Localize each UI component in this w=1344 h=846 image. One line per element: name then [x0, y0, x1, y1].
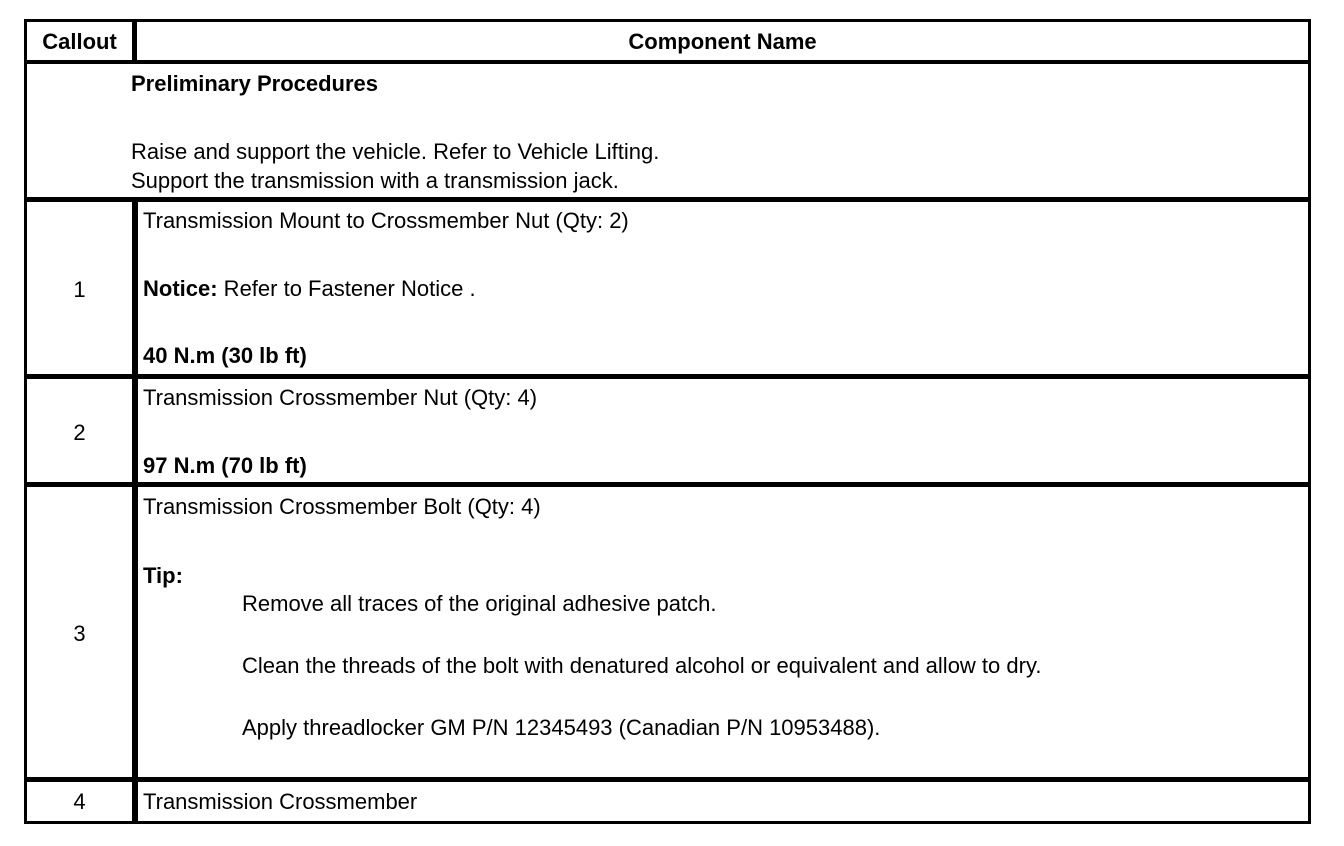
component-name: Transmission Crossmember Nut (Qty: 4) — [143, 385, 538, 410]
callout-number: 1 — [73, 277, 86, 302]
component-name: Transmission Crossmember — [143, 789, 418, 814]
notice-text: Refer to Fastener Notice . — [217, 276, 476, 301]
header-component-name: Component Name — [628, 29, 817, 54]
callout-number: 3 — [73, 621, 86, 646]
table-border-bottom — [24, 821, 1311, 824]
tip-item: Remove all traces of the original adhesive patch. — [242, 591, 717, 616]
torque-spec: 40 N.m (30 lb ft) — [143, 343, 307, 368]
tip-item: Apply threadlocker GM P/N 12345493 (Canadian P/N 10953488). — [242, 715, 881, 740]
component-name: Transmission Mount to Crossmember Nut (Qty: 2) — [143, 208, 629, 233]
notice-line — [143, 276, 476, 302]
component-name: Transmission Crossmember Bolt (Qty: 4) — [143, 494, 541, 519]
preliminary-line-2: Support the transmission with a transmission jack. — [131, 168, 619, 193]
row3-bottom-rule — [24, 777, 1311, 782]
preliminary-bottom-rule — [24, 197, 1311, 202]
header-callout: Callout — [42, 29, 117, 54]
table-border-top — [24, 19, 1311, 22]
notice-label: Notice: — [143, 276, 218, 301]
callout-number: 4 — [73, 789, 86, 814]
row1-bottom-rule — [24, 374, 1311, 379]
tip-item: Clean the threads of the bolt with denatured alcohol or equivalent and allow to dry. — [242, 653, 1042, 678]
torque-spec: 97 N.m (70 lb ft) — [143, 453, 307, 478]
table-border-right — [1308, 19, 1311, 824]
header-bottom-rule — [24, 60, 1311, 64]
rows-column-divider — [132, 199, 138, 824]
row2-bottom-rule — [24, 482, 1311, 487]
preliminary-title: Preliminary Procedures — [131, 71, 379, 96]
preliminary-line-1: Raise and support the vehicle. Refer to Vehicle Lifting. — [131, 139, 660, 164]
callout-number: 2 — [73, 420, 86, 445]
tip-label: Tip: — [143, 563, 183, 588]
